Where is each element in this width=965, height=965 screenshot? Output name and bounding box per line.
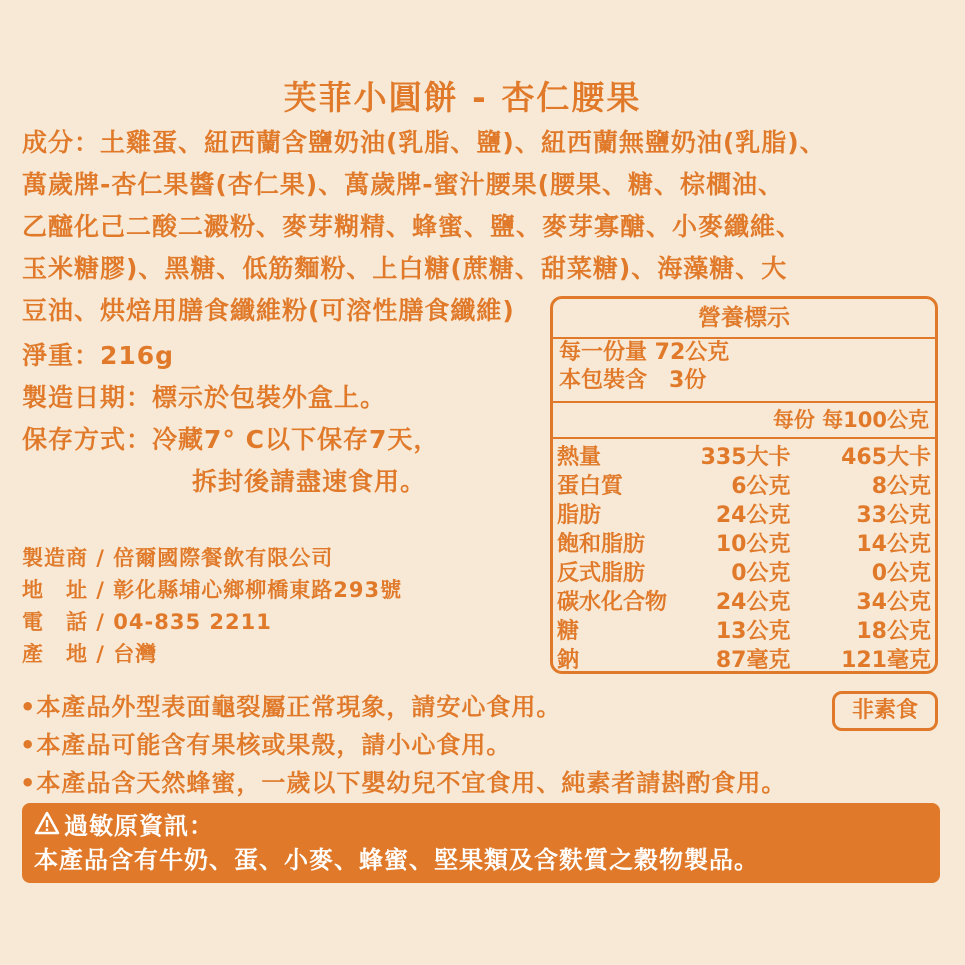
per-100g-value: 33公克	[856, 503, 931, 528]
ingredients-line: 豆油、烘焙用膳食纖維粉(可溶性膳食纖維)	[22, 296, 515, 325]
note-item: •本產品可能含有果核或果殼，請小心食用。	[20, 731, 512, 759]
per-100g-value: 14公克	[856, 532, 931, 557]
per-100g-value: 18公克	[856, 619, 931, 644]
net-weight: 淨重：216g	[22, 341, 175, 370]
nutrition-row	[553, 530, 935, 559]
nutrition-facts-panel	[550, 296, 938, 674]
non-vegetarian-badge: 非素食	[832, 691, 938, 731]
nutrition-row	[553, 588, 935, 617]
allergen-box	[22, 803, 940, 883]
allergen-text: 本產品含有牛奶、蛋、小麥、蜂蜜、堅果類及含麩質之穀物製品。	[34, 846, 759, 874]
manufacturer-name: 製造商 / 倍爾國際餐飲有限公司	[22, 546, 334, 570]
per-serving-value: 6公克	[731, 474, 791, 499]
serving-size: 每一份量 72公克	[559, 340, 730, 365]
per-serving-value: 87毫克	[715, 648, 791, 673]
manufacturer-address: 地 址 / 彰化縣埔心鄉柳橋東路293號	[22, 578, 403, 602]
nutrition-table	[553, 443, 935, 675]
nutrient-name: 碳水化合物	[557, 590, 668, 615]
per-100g-value: 8公克	[871, 474, 931, 499]
nutrition-row	[553, 559, 935, 588]
nutrition-row	[553, 501, 935, 530]
per-serving-value: 335大卡	[700, 445, 791, 470]
ingredients-line: 成分：土雞蛋、紐西蘭含鹽奶油(乳脂、鹽)、紐西蘭無鹽奶油(乳脂)、	[22, 128, 826, 157]
per-100g-value: 34公克	[856, 590, 931, 615]
warning-icon	[34, 810, 60, 844]
per-serving-value: 10公克	[715, 532, 791, 557]
nutrient-name: 脂肪	[557, 503, 602, 528]
nutrient-name: 糖	[557, 619, 580, 644]
nutrient-name: 飽和脂肪	[557, 532, 646, 557]
per-serving-value: 13公克	[715, 619, 791, 644]
nutrition-column-header: 每份 每100公克	[553, 401, 935, 439]
manufacture-date: 製造日期：標示於包裝外盒上。	[22, 383, 387, 412]
note-item: •本產品含天然蜂蜜，一歲以下嬰幼兒不宜食用、純素者請斟酌食用。	[20, 769, 787, 797]
per-100g-value: 465大卡	[841, 445, 931, 470]
nutrition-row	[553, 617, 935, 646]
per-serving-value: 24公克	[715, 503, 791, 528]
product-info	[22, 335, 439, 503]
product-title: 芙菲小圓餅 - 杏仁腰果	[283, 78, 642, 117]
nutrient-name: 反式脂肪	[557, 561, 646, 586]
nutrition-header: 營養標示	[553, 299, 935, 339]
origin: 產 地 / 台灣	[22, 642, 158, 666]
ingredients-line: 萬歲牌-杏仁果醬(杏仁果)、萬歲牌-蜜汁腰果(腰果、糖、棕櫚油、	[22, 170, 785, 199]
nutrient-name: 熱量	[557, 445, 602, 470]
manufacturer-info	[22, 542, 402, 670]
nutrient-name: 蛋白質	[557, 474, 624, 499]
note-item: •本產品外型表面龜裂屬正常現象，請安心食用。	[20, 693, 562, 721]
nutrition-row	[553, 646, 935, 675]
nutrient-name: 鈉	[557, 648, 580, 673]
per-serving-value: 0公克	[731, 561, 791, 586]
per-100g-value: 121毫克	[841, 648, 931, 673]
per-serving-value: 24公克	[715, 590, 791, 615]
ingredients-line: 乙醯化己二酸二澱粉、麥芽糊精、蜂蜜、鹽、麥芽寡醣、小麥纖維、	[22, 212, 803, 241]
ingredients-line: 玉米糖膠)、黑糖、低筋麵粉、上白糖(蔗糖、甜菜糖)、海藻糖、大	[22, 254, 788, 283]
manufacturer-phone: 電 話 / 04-835 2211	[22, 610, 272, 634]
storage-method: 保存方式：冷藏7° C以下保存7天，	[22, 425, 440, 454]
allergen-title: 過敏原資訊：	[64, 812, 214, 840]
nutrition-row	[553, 472, 935, 501]
servings-per-pack: 本包裝含 3份	[559, 368, 707, 393]
per-100g-value: 0公克	[871, 561, 931, 586]
storage-note: 拆封後請盡速食用。	[192, 467, 427, 496]
product-notes	[20, 688, 786, 802]
nutrition-row	[553, 443, 935, 472]
